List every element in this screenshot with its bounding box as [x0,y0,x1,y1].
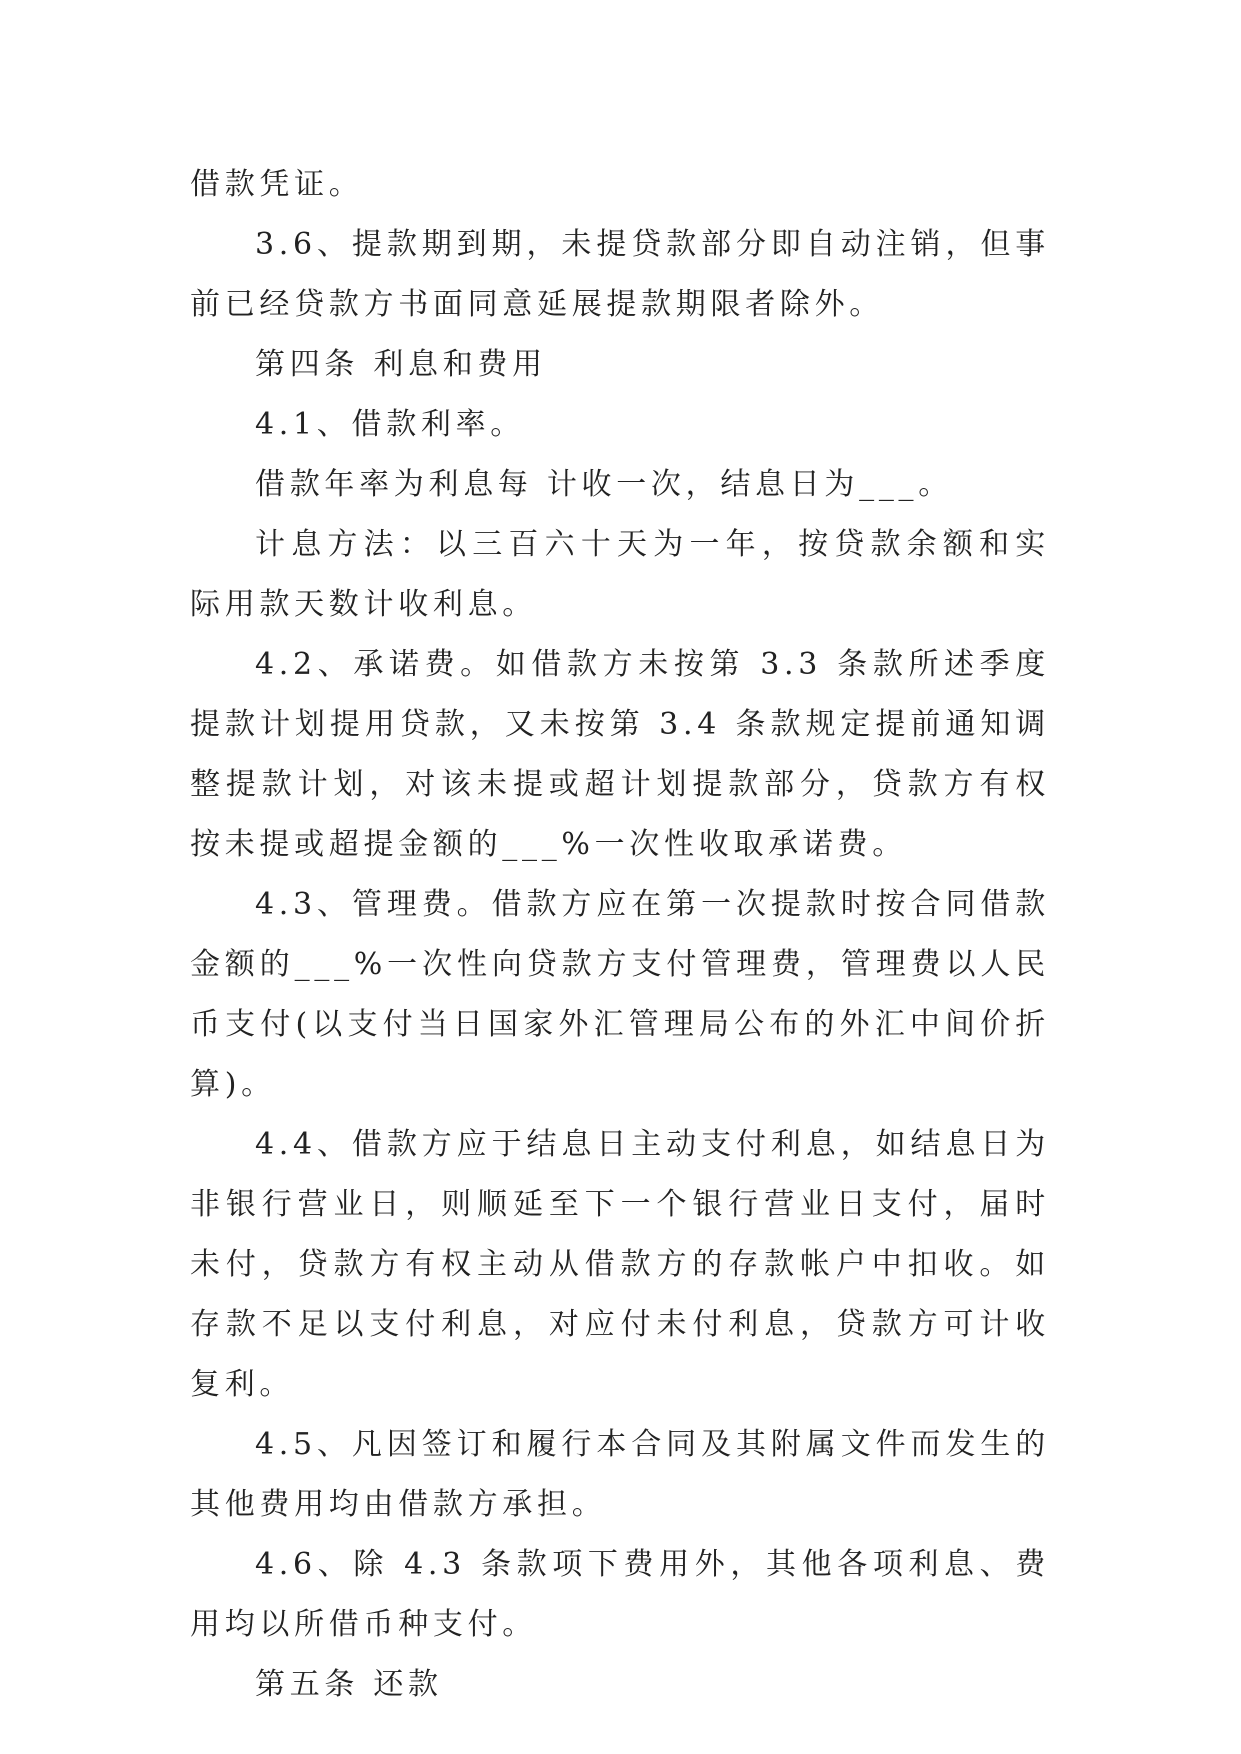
article-4-heading: 第四条 利息和费用 [255,347,547,382]
paragraph-interest-method: 计息方法：以三百六十天为一年，按贷款余额和实际用款天数计收利息。 [190,527,1050,622]
document-body [190,155,1050,1715]
article-5-heading: 第五条 还款 [255,1667,443,1702]
paragraph-4-2: 4.2、承诺费。如借款方未按第 3.3 条款所述季度提款计划提用贷款，又未按第 3.4 条款规定提前通知调整提款计划，对该未提或超计划提款部分，贷款方有权按未提或超提金额的___%一次性收取承诺费。 [190,647,1050,862]
paragraph-4-1: 4.1、借款利率。 [255,407,526,442]
paragraph-interest-rate: 借款年率为利息每 计收一次，结息日为___。 [255,467,953,502]
paragraph-4-5: 4.5、凡因签订和履行本合同及其附属文件而发生的其他费用均由借款方承担。 [190,1427,1050,1522]
paragraph-4-4: 4.4、借款方应于结息日主动支付利息，如结息日为非银行营业日，则顺延至下一个银行营业日支付，届时未付，贷款方有权主动从借款方的存款帐户中扣收。如存款不足以支付利息，对应付未付利息，贷款方可计收复利。 [190,1127,1050,1402]
paragraph-continuation: 借款凭证。 [190,167,364,202]
paragraph-4-6: 4.6、除 4.3 条款项下费用外，其他各项利息、费用均以所借币种支付。 [190,1547,1050,1642]
paragraph-4-3: 4.3、管理费。借款方应在第一次提款时按合同借款金额的___%一次性向贷款方支付管理费，管理费以人民币支付(以支付当日国家外汇管理局公布的外汇中间价折算)。 [190,887,1050,1102]
paragraph-3-6: 3.6、提款期到期，未提贷款部分即自动注销，但事前已经贷款方书面同意延展提款期限者除外。 [190,227,1050,322]
